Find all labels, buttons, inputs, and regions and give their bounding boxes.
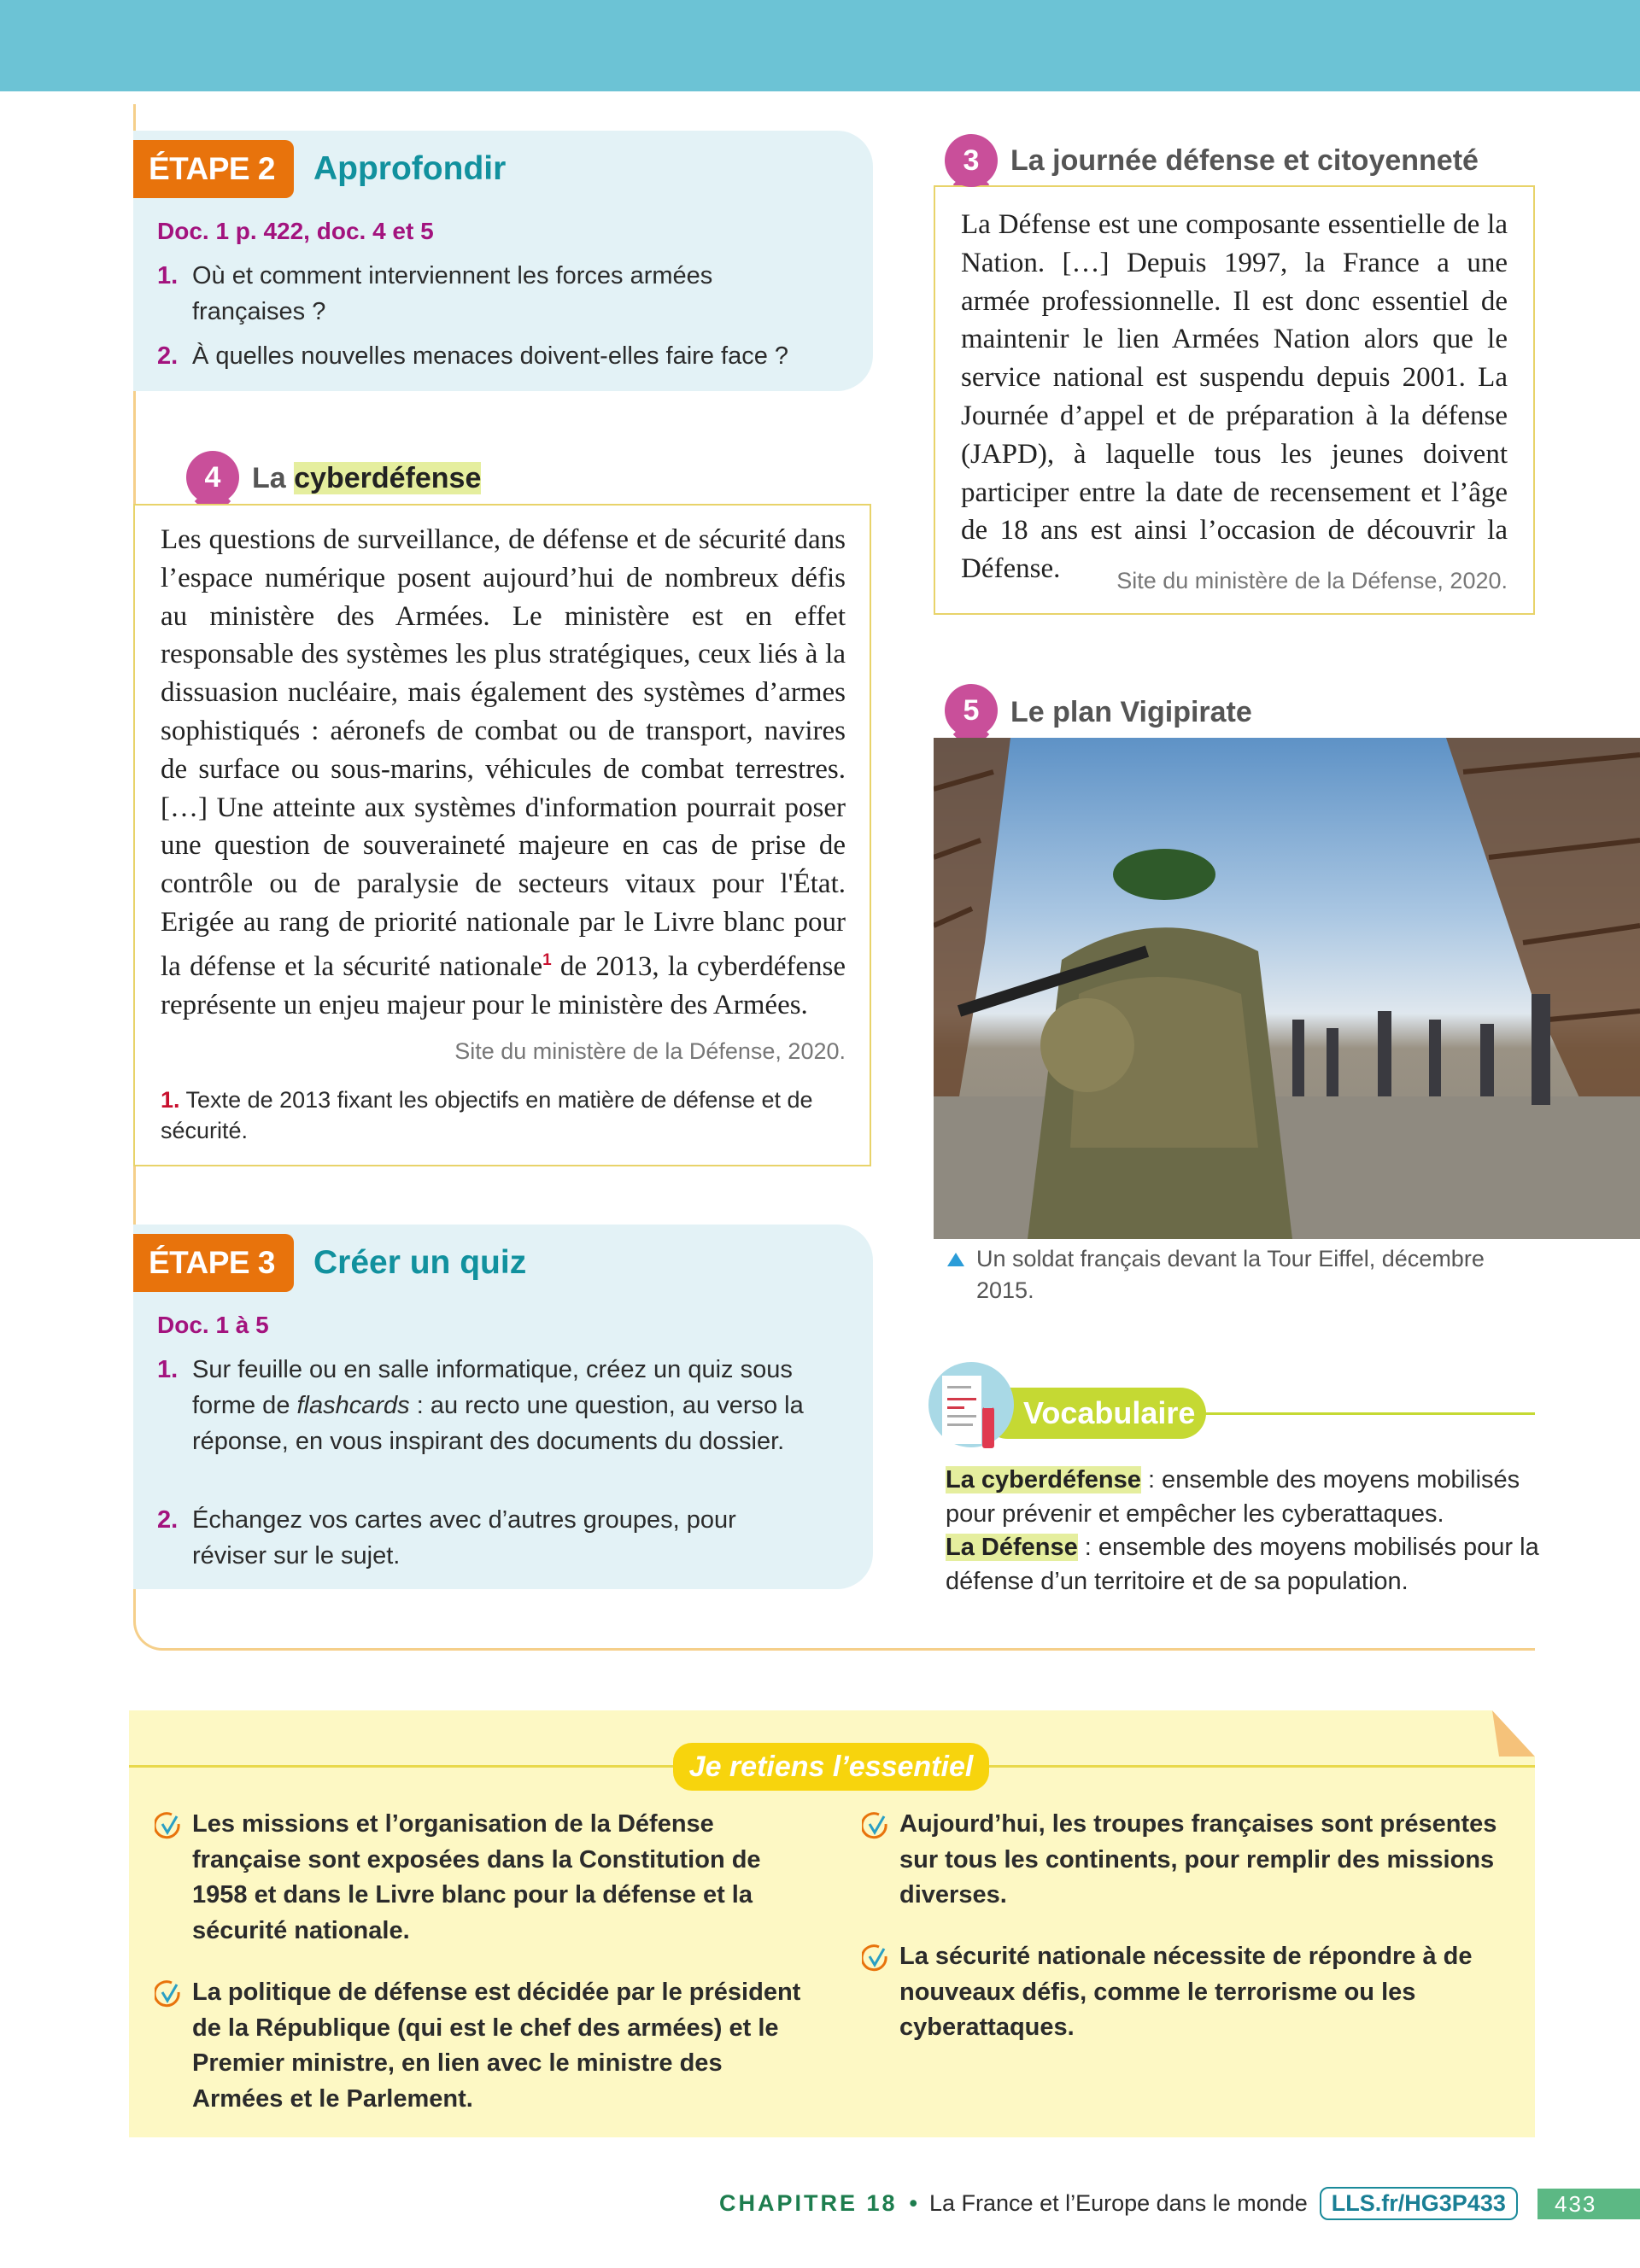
- check-icon: [155, 1980, 182, 2009]
- check-icon: [862, 1944, 889, 1973]
- vocab-title: Vocabulaire: [982, 1388, 1206, 1439]
- etape2-question-2: 2. À quelles nouvelles menaces doivent-elles faire face ?: [157, 342, 789, 370]
- footer-bullet: •: [909, 2189, 917, 2216]
- doc4-body: Les questions de surveillance, de défense et de sécurité dans l’espace numérique posent aujourd’hui de nombreux défis au ministère des Armées. Le ministère est en effet responsable des systèmes les plus stratégiques, ceux liés à la dissuasion nucléaire, mais également des systèmes d’armes sophistiqués : aéronefs de combat ou de transport, navires de surface ou sous-marins, véhicules de combat terrestres. […] Une atteinte aux systèmes d'information pourrait poser une question de souveraineté majeure en cas de prise de contrôle ou de paralysie de secteurs vitaux pour l'État. Erigée au rang de priorité nationale par le Livre blanc pour la défense et la sécurité nationale$^1$ de 2013, la cyberdéfense représente un enjeu majeur pour le ministère des Armées.: [161, 524, 846, 1020]
- soldier-eiffel-photo: [934, 738, 1640, 1239]
- etape2-panel: [133, 131, 873, 391]
- page-fold-corner: [1492, 1710, 1535, 1757]
- essentiel-item-1: Les missions et l’organisation de la Défense française sont exposées dans la Constitution de 1958 et dans le Livre blanc pour la défense et la sécurité nationale.: [155, 1807, 804, 1949]
- doc5-number-badge: 5: [945, 684, 998, 737]
- essentiel-item-3: Aujourd’hui, les troupes françaises sont présentes sur tous les continents, pour remplir des missions diverses.: [862, 1807, 1520, 1914]
- etape3-label: ÉTAPE 3: [133, 1234, 294, 1292]
- doc4-source: Site du ministère de la Défense, 2020.: [454, 1038, 846, 1064]
- doc3-box: [934, 185, 1535, 615]
- doc3-title: La journée défense et citoyenneté: [1010, 144, 1479, 177]
- doc4-title: La cyberdéfense: [252, 462, 482, 494]
- doc4-box: [133, 504, 871, 1166]
- vocab-document-icon: [927, 1360, 1021, 1454]
- footer-chapter-title: La France et l’Europe dans le monde: [929, 2189, 1308, 2216]
- page-header-bar: [0, 0, 1640, 91]
- vocab-item-2: La Défense : ensemble des moyens mobilisés pour la défense d’un territoire et de sa population.: [946, 1534, 1539, 1595]
- doc3-source: Site du ministère de la Défense, 2020.: [1116, 568, 1508, 593]
- essentiel-panel: [129, 1710, 1535, 2137]
- etape2-doc-ref: Doc. 1 p. 422, doc. 4 et 5: [157, 218, 434, 244]
- doc4-footnote: 1. Texte de 2013 fixant les objectifs en matière de défense et de sécurité.: [161, 1087, 813, 1143]
- check-icon: [155, 1812, 182, 1841]
- doc3-body: La Défense est une composante essentielle de la Nation. […] Depuis 1997, la France a une armée professionnelle. Il est donc essentiel de maintenir le lien Armées Nation alors que le service national est suspendu depuis 2001. La Journée d’appel et de préparation à la défense (JAPD), à laquelle tous les jeunes doivent participer entre la date de recensement et l’âge de 18 ans est ainsi l’occasion de découvrir la Défense.: [961, 209, 1508, 585]
- caption-triangle-icon: [946, 1251, 965, 1268]
- check-icon: [862, 1812, 889, 1841]
- etape2-title: Approfondir: [313, 150, 507, 187]
- photo-illustration: [934, 738, 1640, 1239]
- footnote-mark: 1: [542, 950, 552, 969]
- etape3-question-2: 2. Échangez vos cartes avec d’autres groupes, pour réviser sur le sujet.: [157, 1506, 736, 1569]
- etape3-doc-ref: Doc. 1 à 5: [157, 1312, 269, 1338]
- doc5-caption: Un soldat français devant la Tour Eiffel, décembre 2015.: [976, 1246, 1485, 1303]
- essentiel-item-4: La sécurité nationale nécessite de répondre à de nouveaux défis, comme le terrorisme ou les cyberattaques.: [862, 1939, 1477, 2046]
- essentiel-title: Je retiens l’essentiel: [673, 1743, 989, 1791]
- doc5-title: Le plan Vigipirate: [1010, 696, 1252, 728]
- etape3-question-1: 1. Sur feuille ou en salle informatique, créez un quiz sous forme de flashcards : au recto une question, au verso la réponse, en vous inspirant des documents du dossier.: [157, 1356, 804, 1455]
- footer-chapter: CHAPITRE 18: [719, 2189, 898, 2216]
- etape2-question-1: 1. Où et comment interviennent les forces armées françaises ?: [157, 262, 713, 325]
- page-number: 433: [1538, 2189, 1640, 2219]
- etape2-label: ÉTAPE 2: [133, 140, 294, 198]
- footer: [719, 2186, 1518, 2220]
- essentiel-item-2: La politique de défense est décidée par le président de la République (qui est le chef des armées) et le Premier ministre, en lien avec le ministre des Armées et le Parlement.: [155, 1975, 804, 2117]
- doc3-number-badge: 3: [945, 134, 998, 187]
- etape3-panel: [133, 1225, 873, 1589]
- doc4-number-badge: 4: [186, 451, 239, 504]
- footer-link[interactable]: LLS.fr/HG3P433: [1320, 2187, 1518, 2220]
- vocab-item-1: La cyberdéfense : ensemble des moyens mobilisés pour prévenir et empêcher les cyberattaques.: [946, 1466, 1520, 1528]
- etape3-title: Créer un quiz: [313, 1244, 527, 1281]
